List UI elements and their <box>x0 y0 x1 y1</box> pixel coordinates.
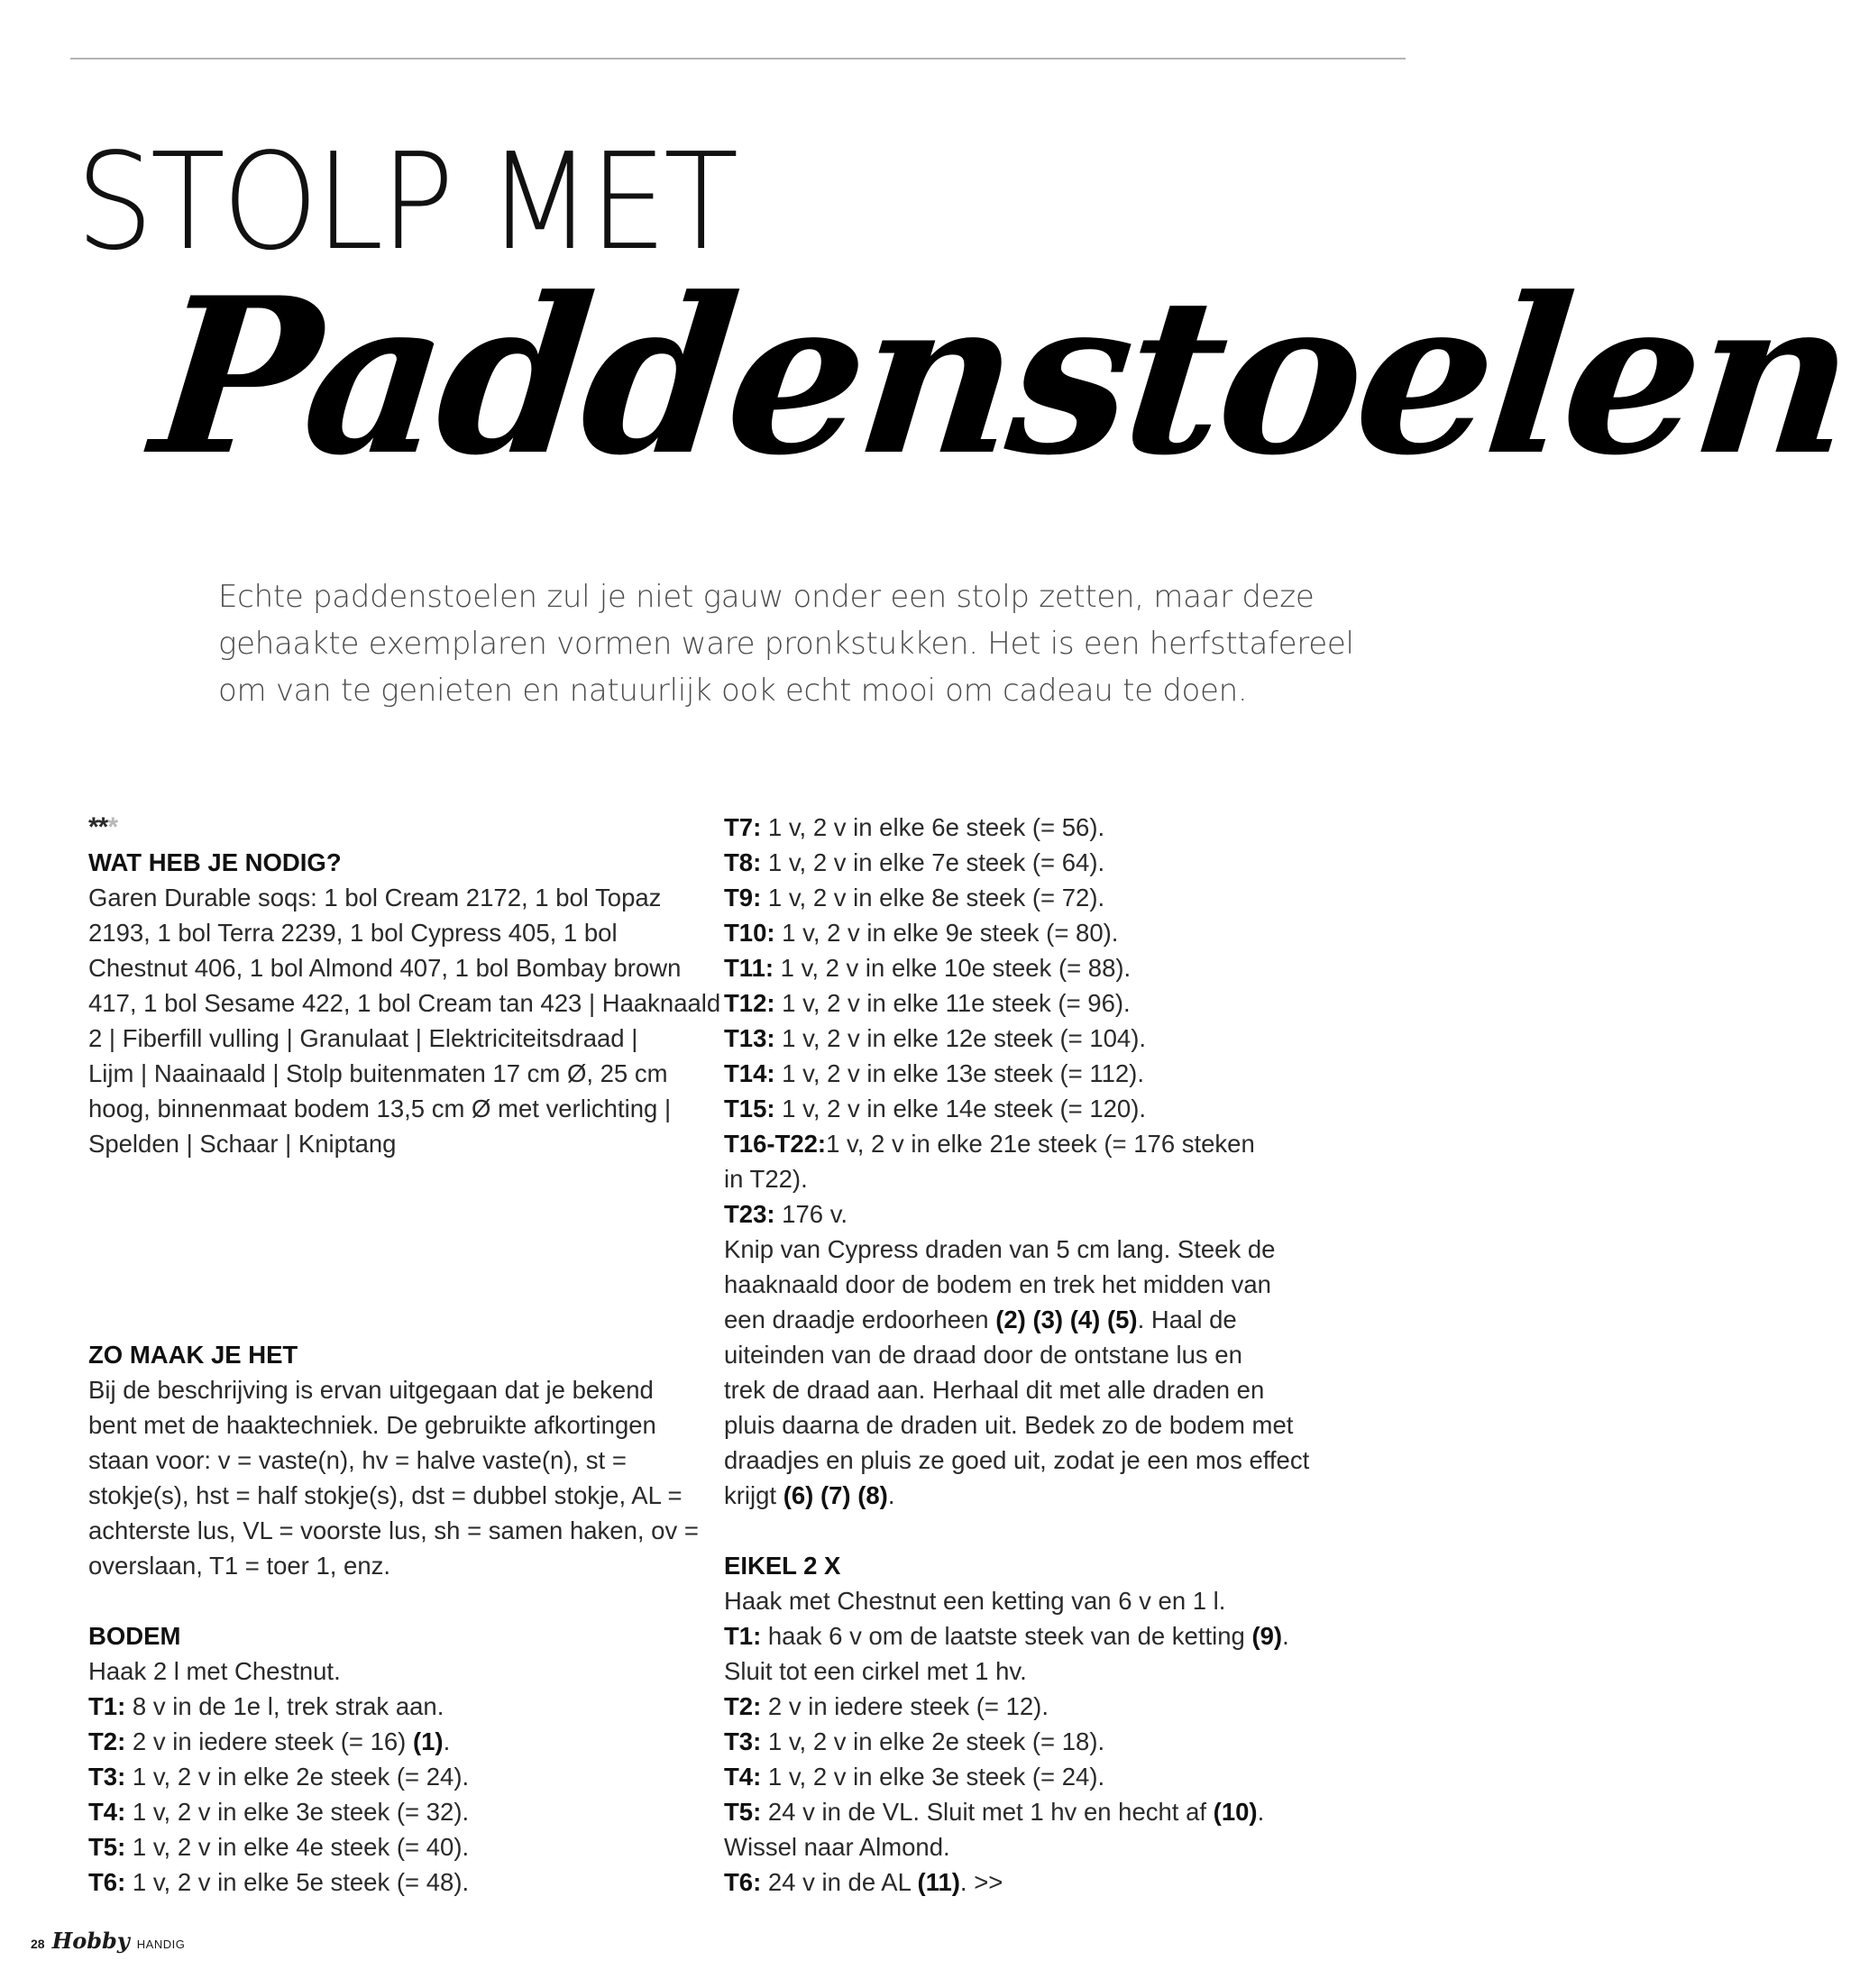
intro-line: om van te genieten en natuurlijk ook echt mooi om cadeau te doen. <box>218 673 1248 709</box>
moss-line: Knip van Cypress draden van 5 cm lang. Steek de <box>724 1235 1276 1263</box>
bodem-heading: BODEM <box>88 1622 181 1650</box>
howto-line: stokje(s), hst = half stokje(s), dst = dubbel stokje, AL = <box>88 1481 683 1509</box>
instruction-row: T6: 24 v in de AL (11). >> <box>724 1868 1003 1896</box>
instruction-row: T23: 176 v. <box>724 1200 848 1228</box>
materials-line: Spelden | Schaar | Kniptang <box>88 1130 397 1158</box>
left-column <box>88 810 721 1900</box>
photo-reference: (6) (7) (8) <box>783 1481 888 1509</box>
materials-heading: WAT HEB JE NODIG? <box>88 848 342 876</box>
page-number: 28 <box>31 1937 45 1951</box>
intro-line: Echte paddenstoelen zul je niet gauw onder een stolp zetten, maar deze <box>218 579 1315 615</box>
instruction-row: T9: 1 v, 2 v in elke 8e steek (= 72). <box>724 884 1105 912</box>
intro-line: gehaakte exemplaren vormen ware pronkstukken. Het is een herfsttafereel <box>218 626 1354 662</box>
magazine-logo-sub: HANDIG <box>136 1938 186 1951</box>
instruction-row: T5: 1 v, 2 v in elke 4e steek (= 40). <box>88 1833 470 1861</box>
right-column <box>724 810 1319 1900</box>
bodem-intro: Haak 2 l met Chestnut. <box>88 1657 341 1685</box>
rating-stars-empty: * <box>107 812 118 842</box>
howto-line: staan voor: v = vaste(n), hv = halve vaste(n), st = <box>88 1446 627 1474</box>
materials-line: Lijm | Naainaald | Stolp buitenmaten 17 cm Ø, 25 cm <box>88 1059 668 1087</box>
instruction-wrap: in T22). <box>724 1165 808 1193</box>
materials-line: Chestnut 406, 1 bol Almond 407, 1 bol Bombay brown <box>88 954 682 982</box>
photo-reference: (1) <box>412 1727 444 1755</box>
instruction-row: T3: 1 v, 2 v in elke 2e steek (= 18). <box>724 1727 1105 1755</box>
instruction-row: T2: 2 v in iedere steek (= 16) (1). <box>88 1727 451 1755</box>
title-line-2: Paddenstoelen <box>142 252 1860 503</box>
instruction-row: T4: 1 v, 2 v in elke 3e steek (= 24). <box>724 1763 1105 1791</box>
moss-line: pluis daarna de draden uit. Bedek zo de bodem met <box>724 1411 1294 1439</box>
moss-line: een draadje erdoorheen (2) (3) (4) (5). Haal de <box>724 1305 1237 1333</box>
howto-line: Bij de beschrijving is ervan uitgegaan dat je bekend <box>88 1376 654 1404</box>
howto-heading: ZO MAAK JE HET <box>88 1341 298 1369</box>
instruction-row: T3: 1 v, 2 v in elke 2e steek (= 24). <box>88 1763 470 1791</box>
instruction-row: T5: 24 v in de VL. Sluit met 1 hv en hecht af (10). <box>724 1798 1265 1826</box>
materials-line: hoog, binnenmaat bodem 13,5 cm Ø met verlichting | <box>88 1095 672 1122</box>
moss-line: uiteinden van de draad door de ontstane lus en <box>724 1341 1242 1369</box>
moss-line: draadjes en pluis ze goed uit, zodat je een mos effect <box>724 1446 1310 1474</box>
instruction-row: T2: 2 v in iedere steek (= 12). <box>724 1692 1049 1720</box>
instruction-row: T1: haak 6 v om de laatste steek van de ketting (9). <box>724 1622 1289 1650</box>
instruction-row: T15: 1 v, 2 v in elke 14e steek (= 120). <box>724 1095 1146 1122</box>
materials-line: 417, 1 bol Sesame 422, 1 bol Cream tan 423 | Haaknaald <box>88 989 721 1017</box>
instruction-row: T11: 1 v, 2 v in elke 10e steek (= 88). <box>724 954 1132 982</box>
howto-line: bent met de haaktechniek. De gebruikte afkortingen <box>88 1411 656 1439</box>
instruction-row: T4: 1 v, 2 v in elke 3e steek (= 32). <box>88 1798 470 1826</box>
instruction-row: T13: 1 v, 2 v in elke 12e steek (= 104). <box>724 1024 1146 1052</box>
moss-line: haaknaald door de bodem en trek het midden van <box>724 1270 1271 1298</box>
title-line-1: STOLP MET <box>76 124 736 279</box>
moss-line: krijgt (6) (7) (8). <box>724 1481 895 1509</box>
materials-line: 2193, 1 bol Terra 2239, 1 bol Cypress 405, 1 bol <box>88 919 618 947</box>
intro-paragraph <box>218 573 1354 714</box>
instruction-row: T1: 8 v in de 1e l, trek strak aan. <box>88 1692 444 1720</box>
materials-line: 2 | Fiberfill vulling | Granulaat | Elektriciteitsdraad | <box>88 1024 638 1052</box>
photo-reference: (2) (3) (4) (5) <box>995 1305 1138 1333</box>
photo-reference: (11) <box>917 1868 960 1896</box>
instruction-row: T14: 1 v, 2 v in elke 13e steek (= 112). <box>724 1059 1144 1087</box>
instruction-row: T16-T22:1 v, 2 v in elke 21e steek (= 176 steken <box>724 1130 1255 1158</box>
photo-reference: (10) <box>1213 1798 1258 1826</box>
eikel-heading: EIKEL 2 X <box>724 1552 841 1580</box>
page-footer <box>31 1928 185 1954</box>
rating-stars-filled: ** <box>88 812 108 842</box>
magazine-logo: Hobby <box>51 1928 130 1954</box>
instruction-row: T12: 1 v, 2 v in elke 11e steek (= 96). <box>724 989 1131 1017</box>
moss-line: trek de draad aan. Herhaal dit met alle draden en <box>724 1376 1265 1404</box>
top-rule <box>70 58 1406 60</box>
howto-line: overslaan, T1 = toer 1, enz. <box>88 1552 391 1580</box>
photo-reference: (9) <box>1251 1622 1283 1650</box>
instruction-row: T7: 1 v, 2 v in elke 6e steek (= 56). <box>724 813 1105 841</box>
instruction-row: T8: 1 v, 2 v in elke 7e steek (= 64). <box>724 848 1105 876</box>
instruction-row: T10: 1 v, 2 v in elke 9e steek (= 80). <box>724 919 1119 947</box>
howto-line: achterste lus, VL = voorste lus, sh = samen haken, ov = <box>88 1516 699 1544</box>
materials-line: Garen Durable soqs: 1 bol Cream 2172, 1 bol Topaz <box>88 884 662 912</box>
instruction-wrap: Sluit tot een cirkel met 1 hv. <box>724 1657 1027 1685</box>
difficulty-rating <box>88 810 683 845</box>
instruction-row: T6: 1 v, 2 v in elke 5e steek (= 48). <box>88 1868 470 1896</box>
eikel-intro: Haak met Chestnut een ketting van 6 v en 1 l. <box>724 1587 1226 1615</box>
instruction-wrap: Wissel naar Almond. <box>724 1833 950 1861</box>
